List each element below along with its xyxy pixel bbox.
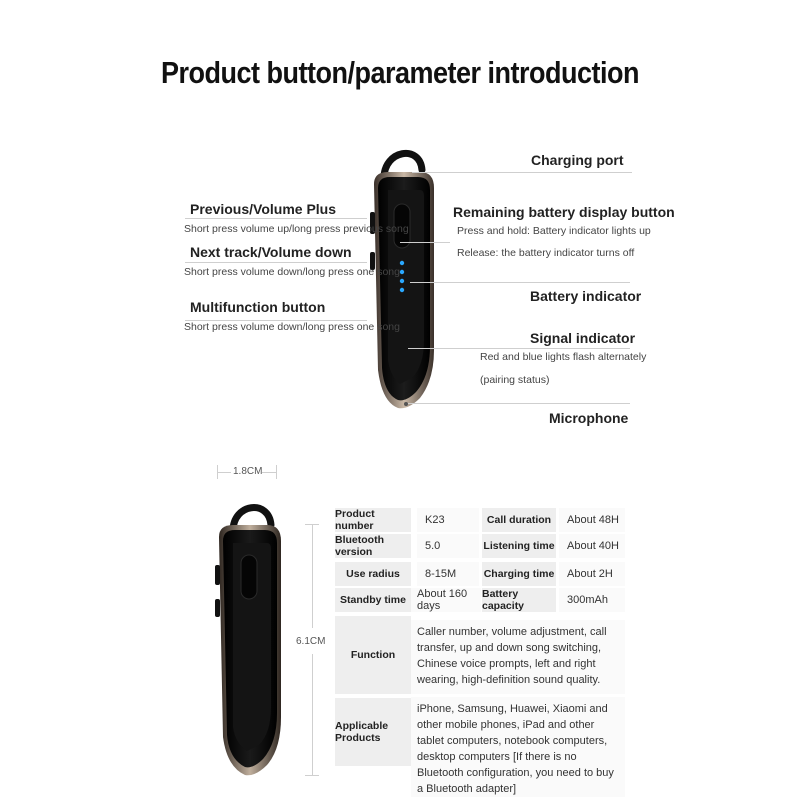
spec-value: About 160 days (411, 588, 481, 612)
spec-value: About 2H (559, 562, 625, 586)
spec-value: K23 (417, 508, 479, 532)
remaining-battery-desc-2: Release: the battery indicator turns off (457, 247, 635, 259)
page-title: Product button/parameter introduction (161, 56, 639, 90)
spec-value: 300mAh (559, 588, 625, 612)
height-dimension: 6.1CM (296, 636, 326, 647)
spec-label: Listening time (482, 534, 556, 558)
earpiece-image-top (360, 140, 450, 420)
spec-label: Use radius (335, 562, 411, 586)
next-track-volume-down-label: Next track/Volume down (190, 244, 352, 260)
next-track-volume-down-desc: Short press volume down/long press one song (184, 266, 400, 278)
spec-label: Standby time (335, 588, 411, 612)
earpiece-image-bottom (205, 495, 295, 785)
battery-indicator-label: Battery indicator (530, 288, 642, 304)
function-value: Caller number, volume adjustment, call transfer, up and down song switching, Chinese voice prompts, left and right wearing, high-definition sound quality. (411, 620, 625, 694)
signal-indicator-desc-1: Red and blue lights flash alternately (480, 351, 647, 363)
applicable-products-label: Applicable Products (335, 698, 411, 766)
previous-volume-plus-desc: Short press volume up/long press previous song (184, 223, 409, 235)
microphone-label: Microphone (549, 410, 629, 426)
signal-indicator-desc-2: (pairing status) (480, 374, 550, 386)
spec-label: Battery capacity (482, 588, 556, 612)
spec-label: Call duration (482, 508, 556, 532)
spec-value: About 40H (559, 534, 625, 558)
signal-indicator-label: Signal indicator (530, 330, 636, 346)
spec-value: About 48H (559, 508, 625, 532)
spec-label: Charging time (482, 562, 556, 586)
spec-label: Product number (335, 508, 411, 532)
remaining-battery-button-label: Remaining battery display button (453, 204, 675, 220)
multifunction-button-label: Multifunction button (190, 299, 326, 315)
charging-port-label: Charging port (531, 152, 624, 168)
applicable-products-value: iPhone, Samsung, Huawei, Xiaomi and other mobile phones, iPad and other tablet computers, notebook computers, desktop computers [If there is no Bluetooth configuration, you need to buy a Bluetooth adapter] (411, 697, 625, 797)
function-label: Function (335, 616, 411, 694)
remaining-battery-desc-1: Press and hold: Battery indicator lights up (457, 225, 651, 237)
spec-value: 5.0 (417, 534, 479, 558)
width-dimension: 1.8CM (233, 466, 263, 477)
spec-label: Bluetooth version (335, 534, 411, 558)
previous-volume-plus-label: Previous/Volume Plus (190, 201, 337, 217)
spec-value: 8-15M (417, 562, 479, 586)
multifunction-button-desc: Short press volume down/long press one song (184, 321, 400, 333)
